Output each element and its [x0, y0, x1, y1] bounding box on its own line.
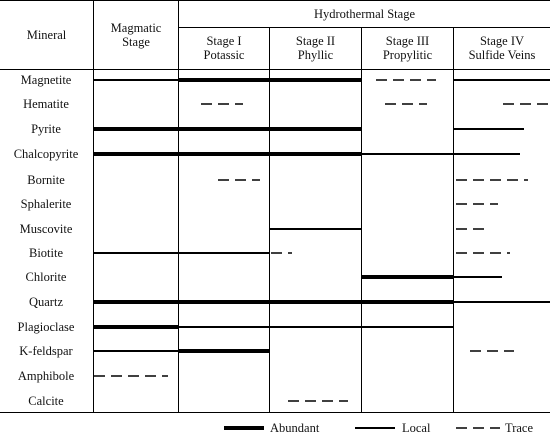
mineral-calcite: Calcite	[28, 394, 64, 408]
header-stage-2	[270, 34, 361, 62]
header-stage-3-name: Stage III	[385, 34, 430, 48]
mineral-biotite: Biotite	[28, 246, 64, 260]
header-magmatic-line1: Magmatic	[110, 21, 162, 35]
mineral-plagioclase: Plagioclase	[17, 320, 75, 334]
mineral-kfeldspar: K-feldspar	[19, 344, 73, 358]
mineral-magnetite: Magnetite	[20, 73, 72, 87]
header-mineral: Mineral	[26, 28, 67, 42]
header-stage-2-name: Stage II	[295, 34, 336, 48]
header-stage-4-type: Sulfide Veins	[468, 48, 536, 62]
header-stage-3-type: Propylitic	[382, 48, 433, 62]
mineral-sphalerite: Sphalerite	[20, 197, 72, 211]
mineral-hematite: Hematite	[23, 97, 69, 111]
header-magmatic-stage	[94, 21, 178, 49]
mineral-quartz: Quartz	[28, 295, 63, 309]
header-stage-1	[179, 34, 269, 62]
mineral-pyrite: Pyrite	[31, 122, 61, 136]
header-stage-1-name: Stage I	[206, 34, 242, 48]
mineral-chlorite: Chlorite	[25, 270, 67, 284]
legend-abundant-label: Abundant	[270, 421, 320, 435]
legend-local-label: Local	[402, 421, 431, 435]
mineral-amphibole: Amphibole	[17, 369, 75, 383]
mineral-chalcopyrite: Chalcopyrite	[13, 147, 79, 161]
header-stage-1-type: Potassic	[203, 48, 245, 62]
legend-trace-label: Trace	[505, 421, 534, 435]
header-stage-4	[454, 34, 550, 62]
header-stage-2-type: Phyllic	[297, 48, 334, 62]
mineral-muscovite: Muscovite	[19, 222, 73, 236]
header-stage-4-name: Stage IV	[479, 34, 525, 48]
header-stage-3	[362, 34, 453, 62]
header-magmatic-line2: Stage	[122, 35, 150, 49]
header-hydrothermal-stage: Hydrothermal Stage	[313, 7, 415, 21]
mineral-bornite: Bornite	[27, 173, 65, 187]
occurrence-bars	[94, 80, 550, 401]
